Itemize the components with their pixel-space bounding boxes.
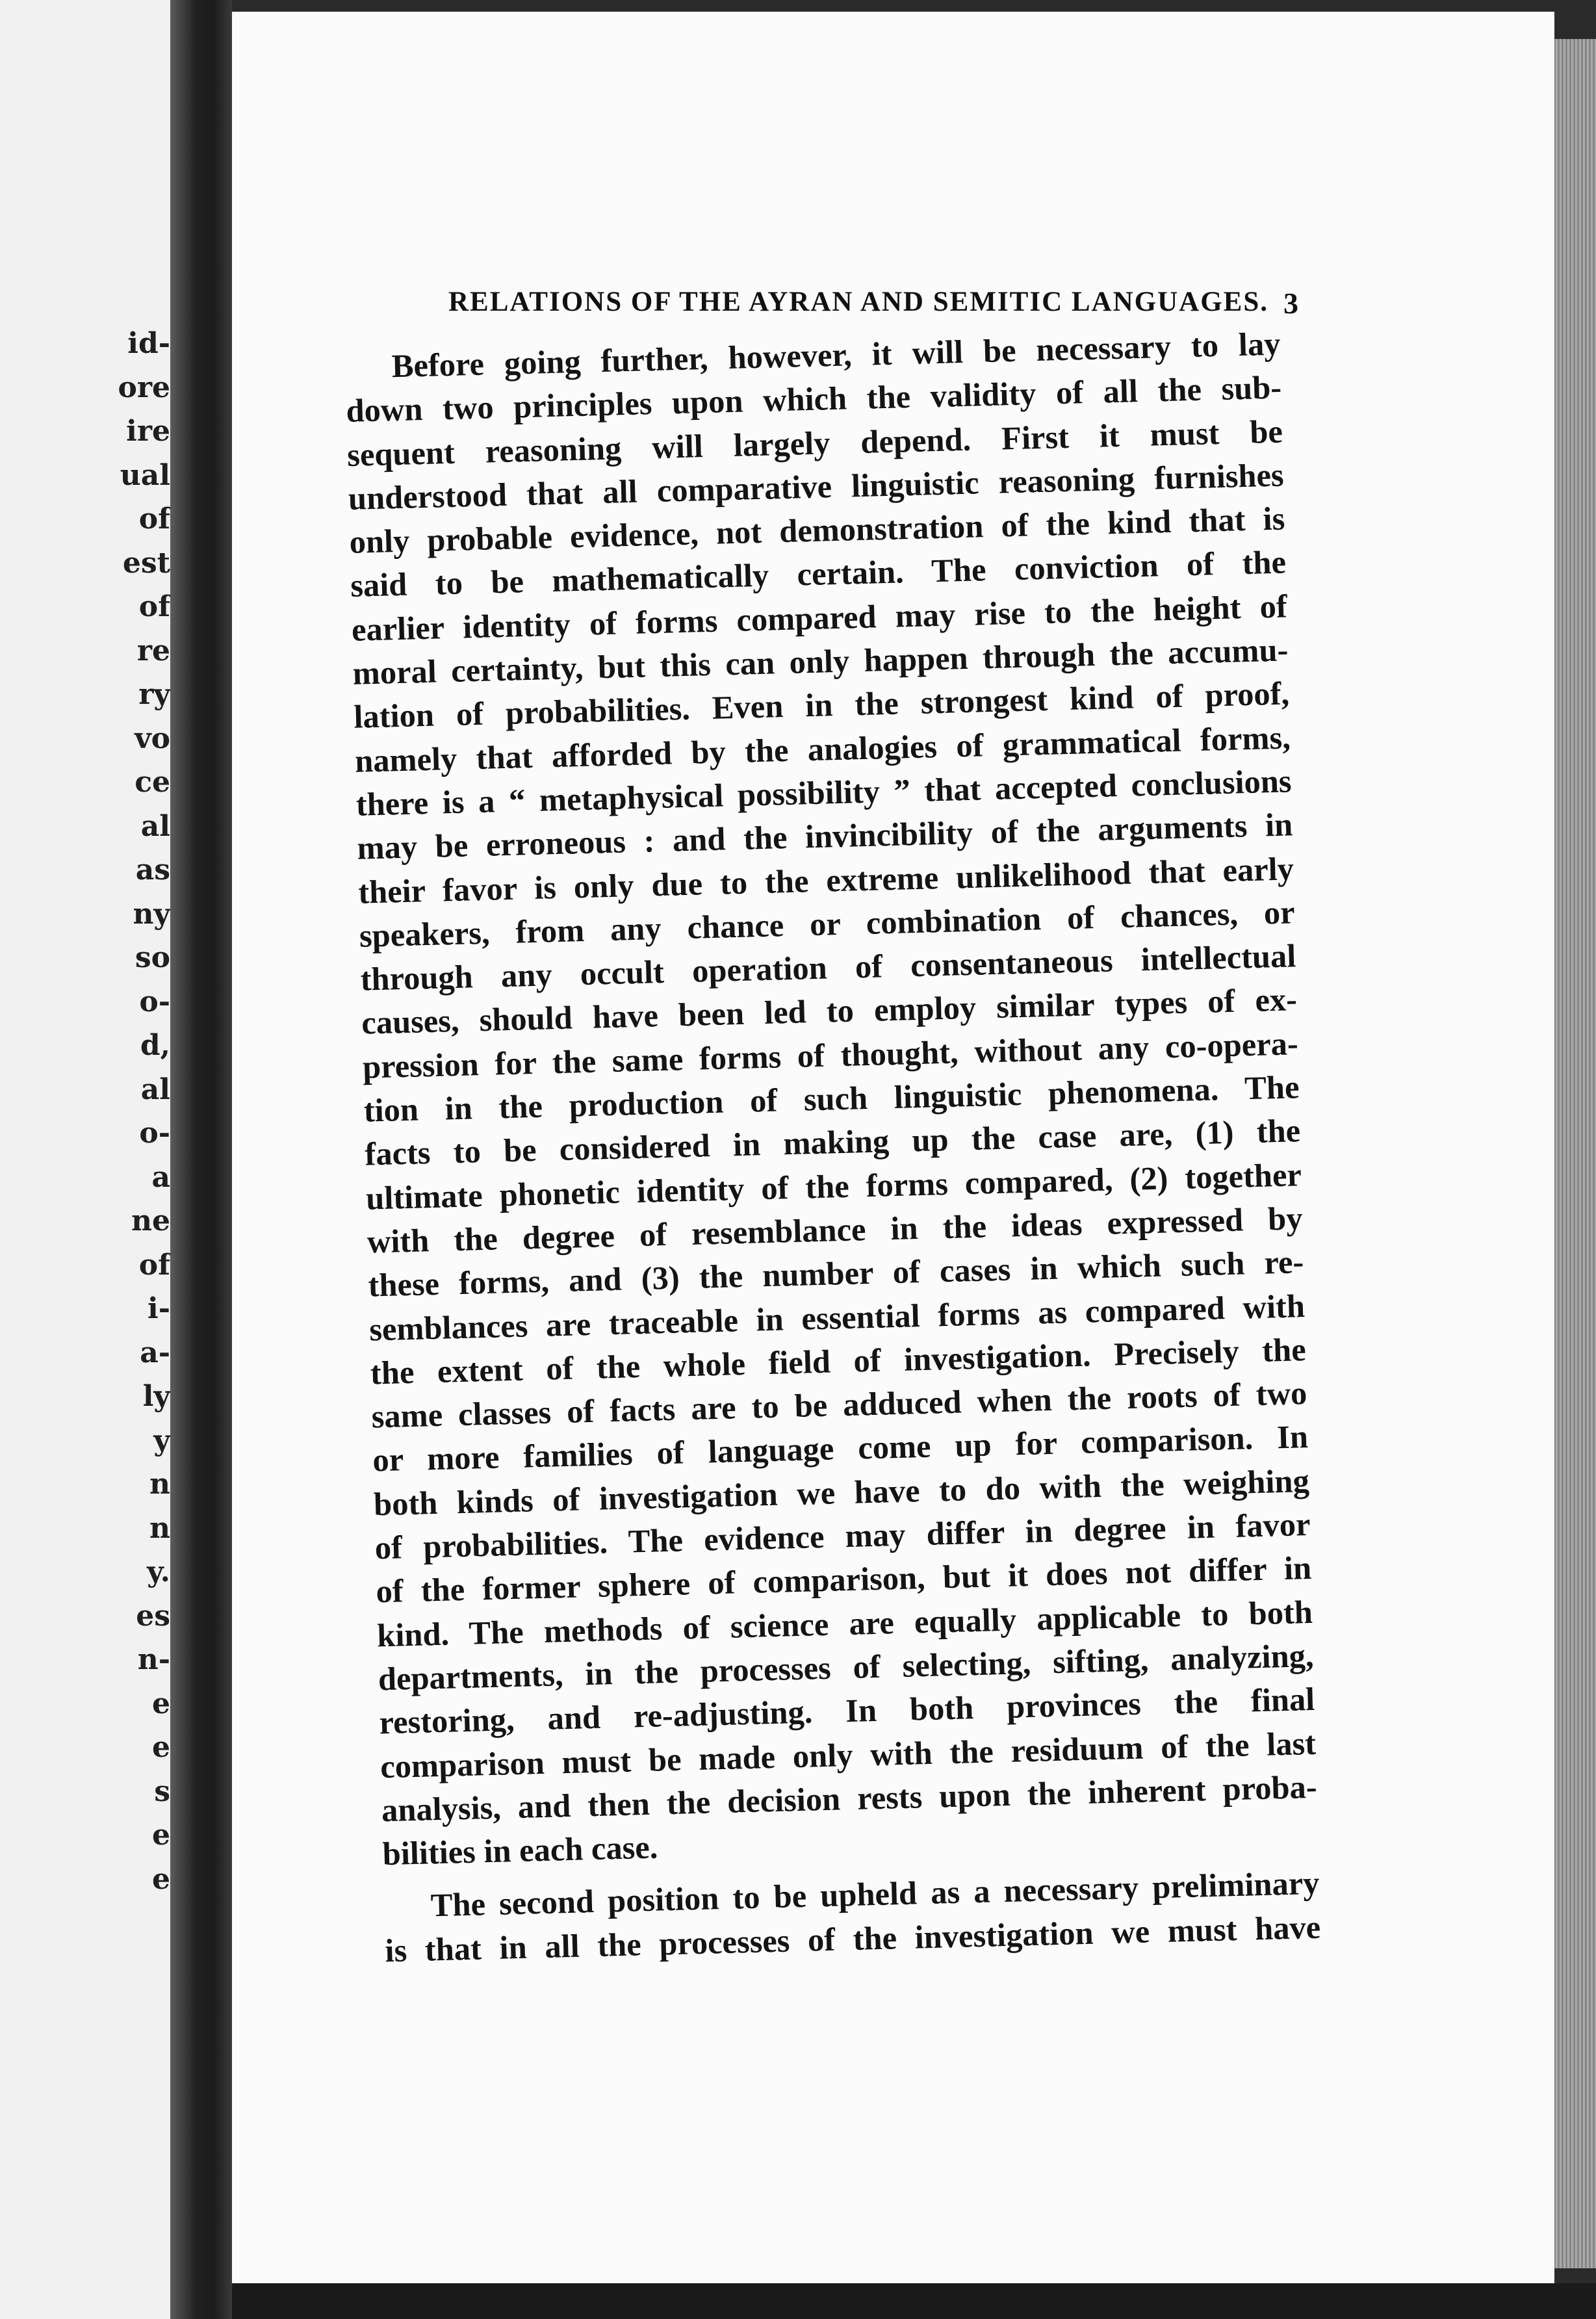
paragraph [344, 322, 1319, 1876]
page-number: 3 [1283, 287, 1300, 320]
text-line: Before going further, however, it will be necessary to lay [391, 325, 1281, 385]
text-line: speakers, from any chance or combination of chances, or [359, 894, 1296, 954]
text-line: of the former sphere of comparison, but it does not differ in [375, 1549, 1312, 1610]
margin-fragment: o- [139, 985, 170, 1018]
text-line: kind. The methods of science are equally applicable to both [376, 1593, 1313, 1653]
margin-fragment: ly [142, 1380, 170, 1413]
text-line: both kinds of investigation we have to do with the weighing [373, 1462, 1310, 1523]
margin-fragment: e [152, 1687, 170, 1720]
text-line: is that in all the processes of the investigation we must have [384, 1908, 1321, 1969]
margin-fragment: ce [135, 766, 170, 799]
running-title: RELATIONS OF THE AYRAN AND SEMITIC LANGUAGES. [448, 287, 1269, 317]
text-line: semblances are traceable in essential forms as compared with [368, 1287, 1306, 1348]
text-line: there is a “ metaphysical possibility ” that accepted conclusions [355, 762, 1293, 823]
margin-fragment: of [138, 590, 170, 623]
margin-fragment: id- [127, 327, 170, 360]
margin-fragment: vo [135, 721, 170, 755]
text-line: facts to be considered in making up the case are, (1) the [364, 1112, 1301, 1172]
page-header [448, 286, 1300, 325]
text-line: their favor is only due to the extreme unlikelihood that early [357, 849, 1294, 911]
text-line: ultimate phonetic identity of the forms compared, (2) together [365, 1156, 1302, 1217]
margin-fragment: n [149, 1468, 170, 1501]
margin-fragment: ore [118, 370, 170, 404]
text-line: these forms, and (3) the number of cases in which such re- [367, 1243, 1304, 1304]
text-line: only probable evidence, not demonstration of the kind that is [348, 500, 1285, 561]
text-line: The second position to be upheld as a necessary preliminary [430, 1865, 1320, 1924]
scan-border [232, 2283, 1596, 2319]
margin-fragment: n- [137, 1643, 170, 1676]
margin-fragment: e [152, 1819, 170, 1852]
text-line: comparison must be made only with the residuum of the last [380, 1724, 1317, 1785]
body-text [344, 322, 1321, 1973]
margin-fragment: ire [126, 415, 170, 448]
text-line: or more families of language come up for comparison. In [372, 1418, 1309, 1479]
margin-fragment: ny [133, 897, 170, 931]
page-edges [1554, 39, 1596, 2268]
margin-fragment: of [138, 1248, 170, 1282]
margin-fragment: so [135, 941, 170, 974]
margin-fragment: est [122, 546, 170, 580]
margin-fragment: a- [140, 1336, 170, 1369]
margin-fragment: o- [139, 1117, 170, 1150]
text-line: departments, in the processes of selecting, sifting, analyzing, [378, 1637, 1315, 1698]
text-line: analysis, and then the decision rests upon the inherent proba- [381, 1768, 1318, 1829]
margin-fragment: ne [131, 1204, 170, 1237]
text-line: namely that afforded by the analogies of grammatical forms, [354, 719, 1291, 779]
text-line: earlier identity of forms compared may rise to the height of [351, 588, 1288, 648]
text-line: with the degree of resemblance in the ideas expressed by [367, 1200, 1304, 1260]
margin-fragment: n [149, 1511, 170, 1545]
text-line: sequent reasoning will largely depend. First it must be [346, 413, 1283, 473]
facing-page-text-fragments [0, 322, 170, 1901]
text-line: of probabilities. The evidence may differ in degree in favor [374, 1505, 1311, 1566]
text-line: moral certainty, but this can only happen through the accumu- [352, 631, 1289, 692]
text-line: bilities in each case. [382, 1828, 658, 1872]
text-line: said to be mathematically certain. The conviction of the [350, 543, 1287, 604]
margin-fragment: ual [120, 458, 170, 492]
text-line: restoring, and re-adjusting. In both provinces the final [378, 1681, 1315, 1741]
margin-fragment: al [140, 809, 170, 843]
margin-fragment: y [153, 1423, 170, 1457]
margin-fragment: es [136, 1599, 170, 1633]
text-line: lation of probabilities. Even in the strongest kind of proof, [353, 675, 1290, 736]
text-line: the extent of the whole field of investigation. Precisely the [370, 1330, 1307, 1392]
text-line: may be erroneous : and the invincibility of the arguments in [356, 806, 1293, 867]
text-line: pression for the same forms of thought, without any co-opera- [362, 1024, 1299, 1085]
margin-fragment: d, [140, 1029, 170, 1062]
margin-fragment: al [140, 1072, 170, 1106]
book-gutter [170, 0, 232, 2319]
margin-fragment: ry [138, 678, 170, 711]
margin-fragment: re [136, 634, 170, 667]
margin-fragment: s [154, 1774, 170, 1808]
margin-fragment: e [152, 1731, 170, 1764]
margin-fragment: e [152, 1862, 170, 1896]
text-line: tion in the production of such linguistic phenomena. The [363, 1069, 1300, 1129]
facing-page [0, 0, 170, 2319]
text-line: same classes of facts are to be adduced when the roots of two [370, 1375, 1307, 1435]
text-line: understood that all comparative linguistic reasoning furnishes [348, 456, 1285, 517]
margin-fragment: y. [147, 1555, 170, 1588]
margin-fragment: a [151, 1160, 170, 1194]
margin-fragment: i- [148, 1292, 170, 1325]
margin-fragment: as [135, 853, 170, 887]
text-line: down two principles upon which the validity of all the sub- [345, 369, 1282, 430]
text-line: causes, should have been led to employ similar types of ex- [361, 981, 1298, 1042]
margin-fragment: of [138, 502, 170, 536]
text-line: through any occult operation of consentaneous intellectual [359, 937, 1296, 998]
